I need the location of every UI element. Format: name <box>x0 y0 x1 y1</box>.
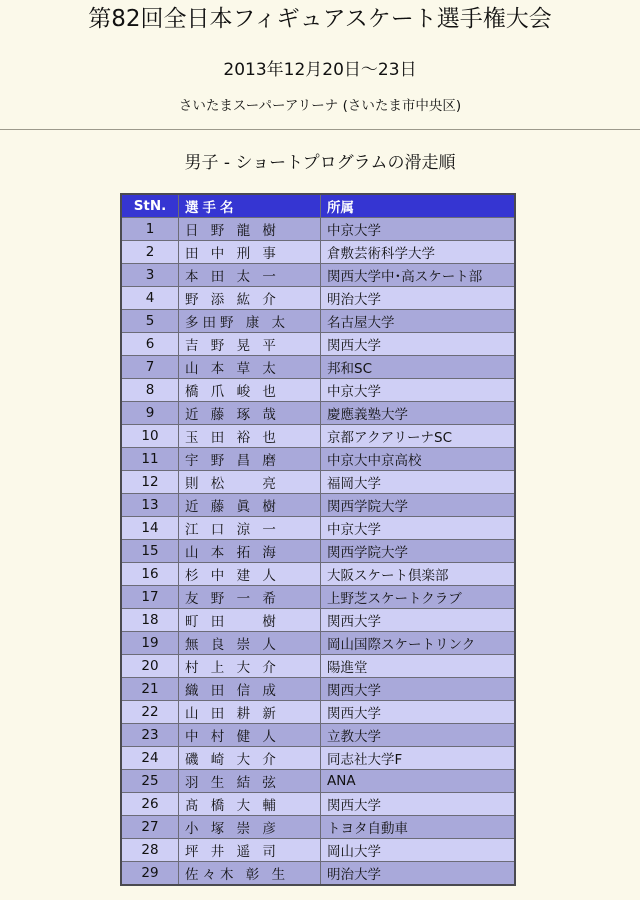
table-row <box>121 287 515 310</box>
cell-affiliation: 名古屋大学 <box>321 310 516 333</box>
table-row <box>121 356 515 379</box>
cell-start-number: 26 <box>121 793 179 816</box>
column-header-affiliation: 所属 <box>321 194 516 218</box>
cell-skater-name: 髙 橋 大 輔 <box>179 793 321 816</box>
cell-skater-name: 山 本 拓 海 <box>179 540 321 563</box>
cell-start-number: 15 <box>121 540 179 563</box>
cell-skater-name: 羽 生 結 弦 <box>179 770 321 793</box>
table-row <box>121 563 515 586</box>
divider <box>0 129 640 130</box>
cell-start-number: 4 <box>121 287 179 310</box>
cell-start-number: 19 <box>121 632 179 655</box>
cell-start-number: 27 <box>121 816 179 839</box>
table-row <box>121 471 515 494</box>
cell-affiliation: 岡山大学 <box>321 839 516 862</box>
starting-order-table <box>120 193 516 886</box>
table-row <box>121 402 515 425</box>
cell-start-number: 6 <box>121 333 179 356</box>
cell-skater-name: 山 本 草 太 <box>179 356 321 379</box>
cell-affiliation: 中京大中京高校 <box>321 448 516 471</box>
cell-skater-name: 江 口 涼 一 <box>179 517 321 540</box>
cell-skater-name: 野 添 紘 介 <box>179 287 321 310</box>
cell-start-number: 18 <box>121 609 179 632</box>
cell-affiliation: 関西大学 <box>321 678 516 701</box>
table-row <box>121 264 515 287</box>
cell-affiliation: 中京大学 <box>321 218 516 241</box>
cell-start-number: 12 <box>121 471 179 494</box>
section-title: 男子 - ショートプログラムの滑走順 <box>184 153 456 173</box>
cell-skater-name: 友 野 一 希 <box>179 586 321 609</box>
cell-skater-name: 無 良 崇 人 <box>179 632 321 655</box>
cell-affiliation: 関西大学 <box>321 701 516 724</box>
cell-affiliation: 福岡大学 <box>321 471 516 494</box>
cell-start-number: 3 <box>121 264 179 287</box>
cell-affiliation: 関西大学中･高スケート部 <box>321 264 516 287</box>
cell-start-number: 7 <box>121 356 179 379</box>
cell-affiliation: 陽進堂 <box>321 655 516 678</box>
cell-affiliation: 立教大学 <box>321 724 516 747</box>
table-row <box>121 724 515 747</box>
cell-affiliation: 関西大学 <box>321 333 516 356</box>
table-row <box>121 747 515 770</box>
cell-start-number: 17 <box>121 586 179 609</box>
cell-start-number: 28 <box>121 839 179 862</box>
table-row <box>121 425 515 448</box>
cell-affiliation: 中京大学 <box>321 379 516 402</box>
cell-affiliation: 邦和SC <box>321 356 516 379</box>
cell-affiliation: 明治大学 <box>321 862 516 886</box>
cell-skater-name: 近 藤 眞 樹 <box>179 494 321 517</box>
cell-start-number: 24 <box>121 747 179 770</box>
cell-start-number: 8 <box>121 379 179 402</box>
table-row <box>121 241 515 264</box>
cell-skater-name: 磯 崎 大 介 <box>179 747 321 770</box>
cell-skater-name: 則 松 亮 <box>179 471 321 494</box>
cell-skater-name: 日 野 龍 樹 <box>179 218 321 241</box>
cell-affiliation: 明治大学 <box>321 287 516 310</box>
cell-affiliation: トヨタ自動車 <box>321 816 516 839</box>
cell-start-number: 20 <box>121 655 179 678</box>
table-row <box>121 632 515 655</box>
cell-skater-name: 杉 中 建 人 <box>179 563 321 586</box>
event-title: 第82回全日本フィギュアスケート選手権大会 <box>88 6 552 32</box>
table-row <box>121 793 515 816</box>
cell-start-number: 5 <box>121 310 179 333</box>
cell-affiliation: 大阪スケート倶楽部 <box>321 563 516 586</box>
table-row <box>121 609 515 632</box>
cell-skater-name: 橋 爪 峻 也 <box>179 379 321 402</box>
cell-skater-name: 玉 田 裕 也 <box>179 425 321 448</box>
cell-start-number: 2 <box>121 241 179 264</box>
cell-skater-name: 多田野 康 太 <box>179 310 321 333</box>
table-row <box>121 816 515 839</box>
cell-start-number: 10 <box>121 425 179 448</box>
column-header-name: 選手名 <box>179 194 321 218</box>
table-row <box>121 333 515 356</box>
cell-start-number: 13 <box>121 494 179 517</box>
cell-affiliation: 慶應義塾大学 <box>321 402 516 425</box>
cell-affiliation: 関西学院大学 <box>321 540 516 563</box>
table-row <box>121 839 515 862</box>
table-row <box>121 655 515 678</box>
cell-skater-name: 町 田 樹 <box>179 609 321 632</box>
cell-skater-name: 村 上 大 介 <box>179 655 321 678</box>
event-venue: さいたまスーパーアリーナ (さいたま市中央区) <box>178 98 462 114</box>
cell-skater-name: 山 田 耕 新 <box>179 701 321 724</box>
cell-affiliation: 倉敷芸術科学大学 <box>321 241 516 264</box>
table-row <box>121 862 515 886</box>
cell-start-number: 16 <box>121 563 179 586</box>
table-row <box>121 494 515 517</box>
cell-start-number: 1 <box>121 218 179 241</box>
cell-start-number: 23 <box>121 724 179 747</box>
cell-skater-name: 田 中 刑 事 <box>179 241 321 264</box>
cell-start-number: 11 <box>121 448 179 471</box>
table-row <box>121 701 515 724</box>
table-row <box>121 448 515 471</box>
cell-skater-name: 中 村 健 人 <box>179 724 321 747</box>
cell-skater-name: 本 田 太 一 <box>179 264 321 287</box>
column-header-stn: StN. <box>121 194 179 218</box>
cell-affiliation: 中京大学 <box>321 517 516 540</box>
cell-affiliation: 京都アクアリーナSC <box>321 425 516 448</box>
cell-start-number: 25 <box>121 770 179 793</box>
table-row <box>121 218 515 241</box>
cell-affiliation: 上野芝スケートクラブ <box>321 586 516 609</box>
table-row <box>121 310 515 333</box>
cell-affiliation: 関西学院大学 <box>321 494 516 517</box>
cell-affiliation: ANA <box>321 770 516 793</box>
cell-affiliation: 関西大学 <box>321 793 516 816</box>
table-row <box>121 586 515 609</box>
table-row <box>121 379 515 402</box>
cell-skater-name: 吉 野 晃 平 <box>179 333 321 356</box>
cell-start-number: 29 <box>121 862 179 886</box>
cell-affiliation: 岡山国際スケートリンク <box>321 632 516 655</box>
cell-skater-name: 佐々木 彰 生 <box>179 862 321 886</box>
table-row <box>121 540 515 563</box>
cell-affiliation: 同志社大学F <box>321 747 516 770</box>
event-date: 2013年12月20日～23日 <box>223 60 417 80</box>
table-row <box>121 517 515 540</box>
table-row <box>121 678 515 701</box>
cell-start-number: 9 <box>121 402 179 425</box>
cell-skater-name: 宇 野 昌 磨 <box>179 448 321 471</box>
cell-start-number: 21 <box>121 678 179 701</box>
table-header-row <box>121 194 515 218</box>
cell-start-number: 22 <box>121 701 179 724</box>
cell-skater-name: 織 田 信 成 <box>179 678 321 701</box>
cell-skater-name: 近 藤 琢 哉 <box>179 402 321 425</box>
cell-skater-name: 小 塚 崇 彦 <box>179 816 321 839</box>
table-row <box>121 770 515 793</box>
cell-affiliation: 関西大学 <box>321 609 516 632</box>
cell-start-number: 14 <box>121 517 179 540</box>
cell-skater-name: 坪 井 遥 司 <box>179 839 321 862</box>
